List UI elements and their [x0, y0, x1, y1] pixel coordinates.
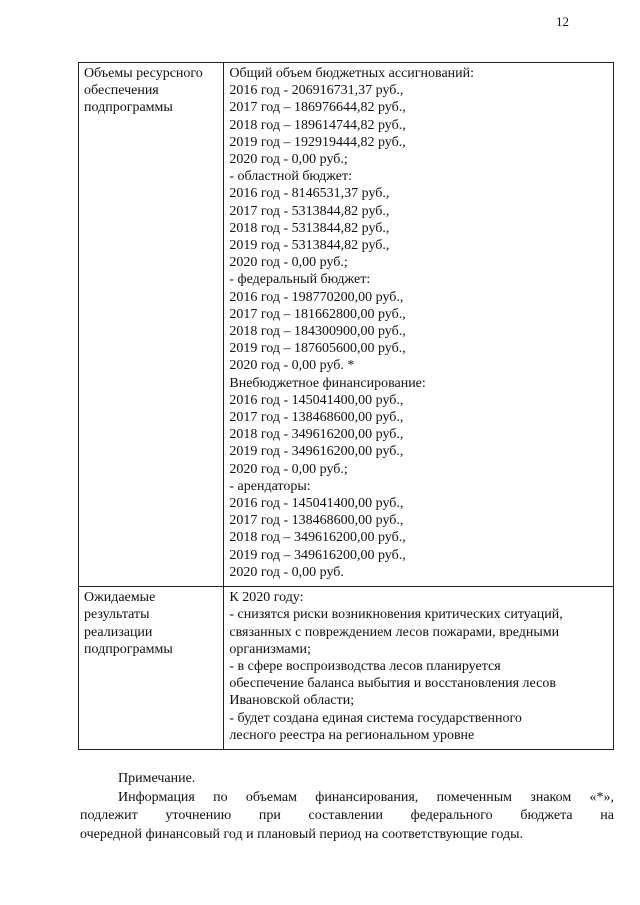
- footnote-title: Примечание.: [118, 771, 196, 786]
- funding-line: 2016 год - 198770200,00 руб.,: [229, 289, 404, 305]
- funding-line: 2018 год – 184300900,00 руб.,: [229, 324, 406, 340]
- result-line: обеспечение баланса выбытия и восстановления лесов: [229, 676, 556, 692]
- footnote-line: Информация по объемам финансирования, помеченным знаком «*»,: [118, 789, 614, 805]
- funding-line: 2017 год – 181662800,00 руб.,: [229, 306, 406, 322]
- funding-line: 2016 год - 145041400,00 руб.,: [229, 392, 404, 408]
- funding-line: Внебюджетное финансирование:: [229, 375, 426, 391]
- funding-line: 2017 год - 138468600,00 руб.,: [229, 513, 404, 529]
- funding-line: 2019 год – 187605600,00 руб.,: [229, 341, 406, 357]
- funding-line: 2018 год – 189614744,82 руб.,: [229, 117, 406, 133]
- table-row-expected-results: [79, 587, 614, 750]
- result-line: К 2020 году:: [229, 590, 304, 606]
- subprogram-passport-table: [78, 62, 614, 750]
- row-label-line: подпрограммы: [84, 100, 173, 116]
- page-number: 12: [556, 14, 569, 29]
- funding-line: 2016 год - 206916731,37 руб.,: [229, 83, 404, 99]
- funding-line: 2019 год - 349616200,00 руб.,: [229, 444, 404, 460]
- funding-line: - арендаторы:: [229, 478, 311, 494]
- funding-line: 2020 год - 0,00 руб. *: [229, 358, 355, 374]
- funding-line: 2018 год - 5313844,82 руб.,: [229, 220, 390, 236]
- funding-line: - федеральный бюджет:: [229, 272, 371, 288]
- result-line: - в сфере воспроизводства лесов планируется: [229, 658, 501, 674]
- funding-line: 2020 год - 0,00 руб.;: [229, 255, 348, 271]
- result-line: организмами;: [229, 641, 311, 657]
- results-value-cell: [224, 587, 614, 750]
- funding-line: 2020 год - 0,00 руб.;: [229, 461, 348, 477]
- funding-line: 2019 год – 192919444,82 руб.,: [229, 134, 406, 150]
- row-label-line: Объемы ресурсного: [84, 66, 203, 81]
- funding-line: 2016 год - 145041400,00 руб.,: [229, 496, 404, 512]
- resources-label-cell: [79, 63, 224, 587]
- funding-line: 2018 год - 349616200,00 руб.,: [229, 427, 404, 443]
- result-line: Ивановской области;: [229, 693, 355, 709]
- funding-line: 2017 год – 186976644,82 руб.,: [229, 100, 406, 116]
- footnote-line: подлежит уточнению при составлении федерального бюджета на: [80, 808, 614, 823]
- funding-line: 2019 год – 349616200,00 руб.,: [229, 547, 406, 563]
- funding-line: 2017 год - 138468600,00 руб.,: [229, 410, 404, 426]
- funding-line: 2020 год - 0,00 руб.: [229, 564, 344, 580]
- row-label-line: реализации: [84, 624, 153, 640]
- footnote: [80, 770, 614, 844]
- resources-value-cell: [224, 63, 614, 587]
- row-label-line: обеспечения: [84, 83, 159, 99]
- funding-line: 2017 год - 5313844,82 руб.,: [229, 203, 390, 219]
- result-line: - будет создана единая система государственного: [229, 710, 522, 726]
- funding-line: 2020 год - 0,00 руб.;: [229, 152, 348, 168]
- funding-line: 2018 год – 349616200,00 руб.,: [229, 530, 406, 546]
- result-line: лесного реестра на региональном уровне: [229, 727, 475, 743]
- result-line: связанных с повреждением лесов пожарами, вредными: [229, 624, 560, 640]
- funding-line: 2016 год - 8146531,37 руб.,: [229, 186, 390, 202]
- row-label-line: результаты: [84, 607, 150, 623]
- results-label-cell: [79, 587, 224, 750]
- row-label-line: подпрограммы: [84, 641, 173, 657]
- footnote-line: очередной финансовый год и плановый период на соответствующие годы.: [80, 826, 524, 842]
- row-label-line: Ожидаемые: [84, 590, 156, 606]
- table-row-resources: [79, 63, 614, 587]
- result-line: - снизятся риски возникновения критических ситуаций,: [229, 607, 563, 623]
- funding-line: 2019 год - 5313844,82 руб.,: [229, 238, 390, 254]
- funding-line: - областной бюджет:: [229, 169, 353, 185]
- funding-line: Общий объем бюджетных ассигнований:: [229, 66, 475, 81]
